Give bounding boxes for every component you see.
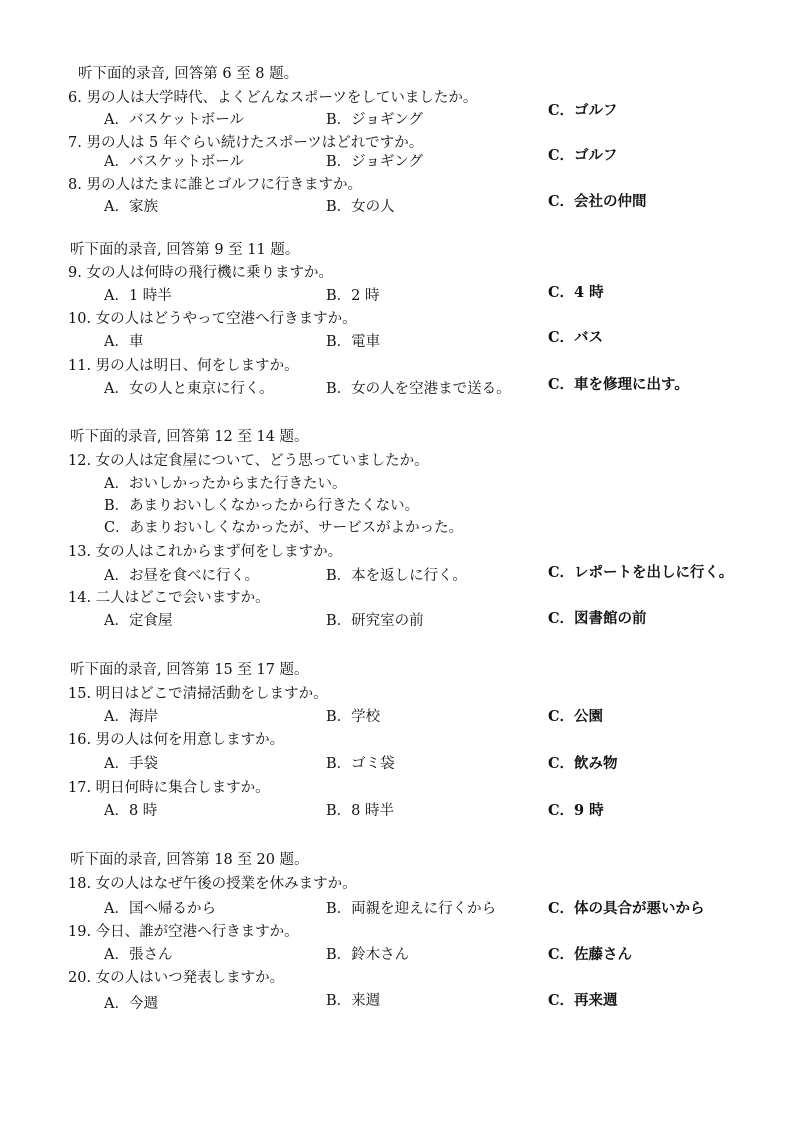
option-b: B．女の人 [326,199,395,215]
option-c: C．佐藤さん [548,946,633,963]
option-c: C．バス [548,329,604,346]
option-c: C．図書館の前 [548,610,647,627]
question-text: 15. 明日はどこで清掃活動をしますか。 [68,686,328,702]
option-a: A．バスケットボール [104,112,244,128]
option-b: B．ジョギング [326,112,423,128]
question-text: 8. 男の人はたまに誰とゴルフに行きますか。 [68,177,362,193]
option-b: B．ジョギング [326,154,423,170]
option-b: B．学校 [326,709,381,725]
option-c: C．9 時 [548,802,604,819]
option-c: C．公園 [548,708,604,725]
option-a: A．バスケットボール [104,154,244,170]
option-b: B．2 時 [326,288,380,304]
option-b: B．女の人を空港まで送る。 [326,381,511,397]
option-b: B．電車 [326,334,381,350]
section-header: 听下面的录音, 回答第 15 至 17 题。 [70,662,309,678]
question-text: 13. 女の人はこれからまず何をしますか。 [68,544,343,560]
question-text: 11. 男の人は明日、何をしますか。 [68,358,299,374]
option-c: C．4 時 [548,284,604,301]
question-text: 16. 男の人は何を用意しますか。 [68,732,285,748]
question-text: 18. 女の人はなぜ午後の授業を休みますか。 [68,876,357,892]
option-c: C．車を修理に出す。 [548,376,689,393]
question-text: 17. 明日何時に集合しますか。 [68,780,270,796]
option-a: A．1 時半 [104,288,172,304]
section-header: 听下面的录音, 回答第 6 至 8 题。 [78,66,299,82]
option-a: A．定食屋 [104,613,173,629]
option-a: A．おいしかったからまた行きたい。 [104,476,347,492]
question-text: 7. 男の人は 5 年ぐらい続けたスポーツはどれですか。 [68,135,424,151]
option-a: A．海岸 [104,709,158,725]
option-b: B．ゴミ袋 [326,756,395,772]
question-text: 10. 女の人はどうやって空港へ行きますか。 [68,311,357,327]
option-c: C．ゴルフ [548,147,618,164]
option-c: C．飲み物 [548,755,618,772]
option-b: B．8 時半 [326,803,394,819]
option-b: B．本を返しに行く。 [326,568,467,584]
option-c: C．ゴルフ [548,102,618,119]
option-c: C．レポートを出しに行く。 [548,564,734,581]
option-a: A．家族 [104,199,158,215]
option-a: A．お昼を食べに行く。 [104,568,260,584]
option-b: B．来週 [326,993,381,1009]
section-header: 听下面的录音, 回答第 18 至 20 题。 [70,852,309,868]
section-header: 听下面的录音, 回答第 9 至 11 题。 [70,242,300,258]
question-text: 9. 女の人は何時の飛行機に乗りますか。 [68,265,333,281]
option-c: C．あまりおいしくなかったが、サービスがよかった。 [104,520,464,536]
option-a: A．国へ帰るから [104,901,216,917]
option-a: A．車 [104,334,144,350]
option-a: A．8 時 [104,803,158,819]
option-b: B．鈴木さん [326,947,410,963]
option-c: C．会社の仲間 [548,193,647,210]
question-text: 14. 二人はどこで会いますか。 [68,590,270,606]
question-text: 12. 女の人は定食屋について、どう思っていましたか。 [68,453,429,469]
question-text: 6. 男の人は大学時代、よくどんなスポーツをしていましたか。 [68,90,478,106]
section-header: 听下面的录音, 回答第 12 至 14 题。 [70,429,309,445]
option-b: B．両親を迎えに行くから [326,901,497,917]
option-a: A．張さん [104,947,173,963]
option-c: C．体の具合が悪いから [548,900,705,917]
option-a: A．手袋 [104,756,158,772]
option-a: A．今週 [104,996,158,1012]
option-b: B．研究室の前 [326,613,424,629]
option-b: B．あまりおいしくなかったから行きたくない。 [104,498,420,514]
option-a: A．女の人と東京に行く。 [104,381,274,397]
question-text: 19. 今日、誰が空港へ行きますか。 [68,924,299,940]
question-text: 20. 女の人はいつ発表しますか。 [68,970,285,986]
option-c: C．再来週 [548,992,618,1009]
